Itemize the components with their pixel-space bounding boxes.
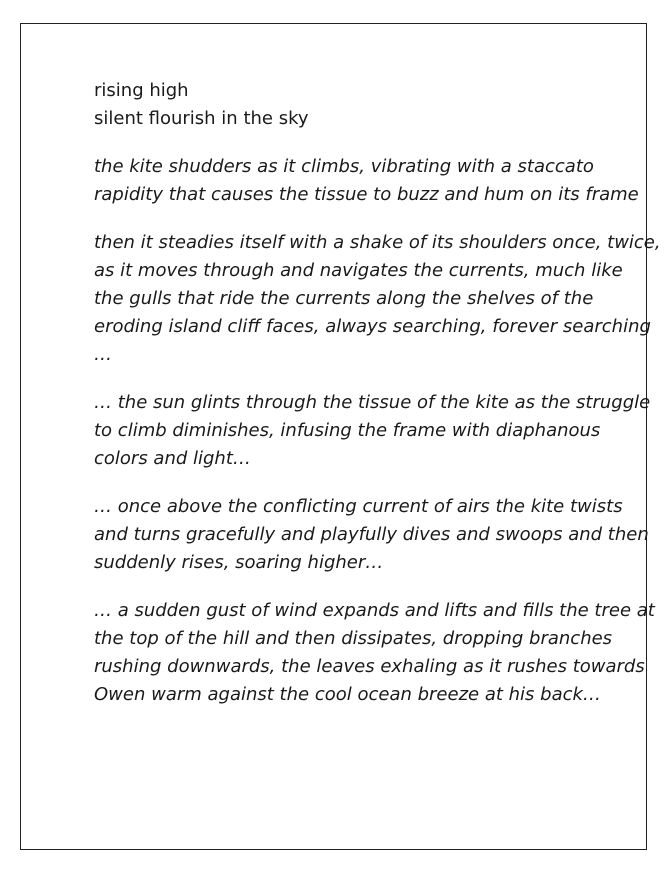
haiku-line-1: rising high <box>94 80 189 101</box>
paragraph-line: the gulls that ride the currents along the shelves of the <box>94 288 594 309</box>
paragraph-line: suddenly rises, soaring higher… <box>94 552 384 573</box>
paragraph-line: eroding island cliff faces, always searching, forever searching <box>94 316 651 337</box>
paragraph-line: then it steadies itself with a shake of its shoulders once, twice, <box>94 232 661 253</box>
paragraph-1 <box>94 153 639 209</box>
paragraph-5 <box>94 597 655 709</box>
paragraph-line: the top of the hill and then dissipates, dropping branches <box>94 628 613 649</box>
paragraph-2 <box>94 229 661 369</box>
paragraph-line: to climb diminishes, infusing the frame with diaphanous <box>94 420 601 441</box>
paragraph-line: rushing downwards, the leaves exhaling as it rushes towards <box>94 656 645 677</box>
paragraph-4 <box>94 493 649 577</box>
poem-body <box>94 77 661 729</box>
paragraph-line: … the sun glints through the tissue of the kite as the struggle <box>94 392 651 413</box>
paragraph-line: rapidity that causes the tissue to buzz and hum on its frame <box>94 184 639 205</box>
paragraph-3 <box>94 389 651 473</box>
paragraph-line: as it moves through and navigates the currents, much like <box>94 260 623 281</box>
paragraph-line: the kite shudders as it climbs, vibrating with a staccato <box>94 156 594 177</box>
paragraph-line: … <box>94 344 112 365</box>
paragraph-line: and turns gracefully and playfully dives and swoops and then <box>94 524 649 545</box>
haiku-line-2: silent flourish in the sky <box>94 108 309 129</box>
document-page <box>20 23 661 850</box>
paragraph-line: Owen warm against the cool ocean breeze at his back… <box>94 684 601 705</box>
paragraph-line: … a sudden gust of wind expands and lifts and fills the tree at <box>94 600 655 621</box>
paragraph-line: colors and light… <box>94 448 251 469</box>
haiku-stanza <box>94 77 579 133</box>
paragraph-line: … once above the conflicting current of airs the kite twists <box>94 496 623 517</box>
